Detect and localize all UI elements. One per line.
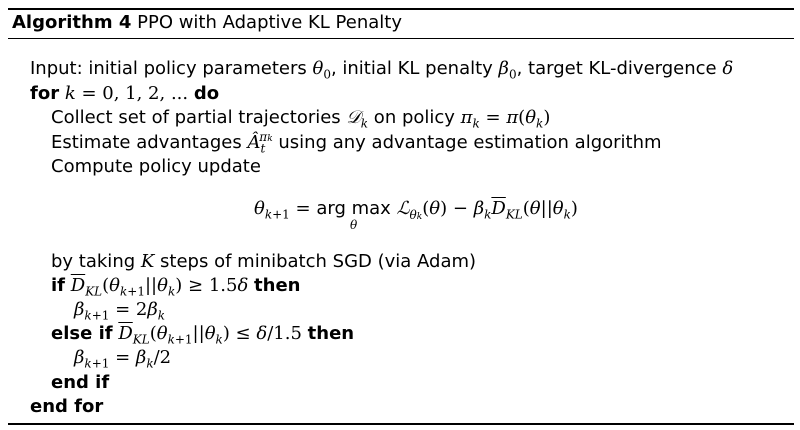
estimate-line: Estimate advantages $Â_t^{\pi k}$ using any advantage estimation algorithm	[51, 130, 662, 156]
beta-double-line: $\beta_{k+1} = 2\beta_k$	[74, 299, 166, 323]
end-for-line: end for	[30, 396, 104, 417]
top-rule	[8, 8, 794, 10]
compute-line: Compute policy update	[51, 156, 261, 177]
else-if-line: else if $\overline{D}_{KL}(\theta_{k+1}||\theta_k) \le \delta/1.5$ then	[51, 323, 355, 347]
header-rule	[8, 38, 794, 39]
algorithm-label: Algorithm 4	[12, 12, 132, 33]
algorithm-header	[12, 12, 402, 33]
end-if-line: end if	[51, 372, 110, 393]
beta-half-line: $\beta_{k+1} = \beta_k/2$	[74, 347, 172, 371]
if-line: if $\overline{D}_{KL}(\theta_{k+1}||\theta_k) \ge 1.5\delta$ then	[51, 275, 301, 299]
collect-line: Collect set of partial trajectories 𝒟$_k$ on policy $\pi_k = \pi(\theta_k)$	[51, 107, 551, 131]
update-equation: $\theta_{k+1}$ = arg max θ ℒ$_{\theta k}$(θ) − $\beta_k\overline{D}_{KL}(\theta||\theta_k)$	[254, 198, 578, 232]
bottom-rule	[8, 423, 794, 425]
input-line: Input: initial policy parameters $\theta_0$, initial KL penalty $\beta_0$, target KL-divergence δ	[30, 58, 734, 82]
argmax-operator: arg max θ	[316, 198, 391, 232]
for-line: for k = 0, 1, 2, ... do	[30, 83, 220, 104]
algorithm-title: PPO with Adaptive KL Penalty	[137, 12, 402, 33]
by-taking-line: by taking K steps of minibatch SGD (via Adam)	[51, 251, 477, 272]
